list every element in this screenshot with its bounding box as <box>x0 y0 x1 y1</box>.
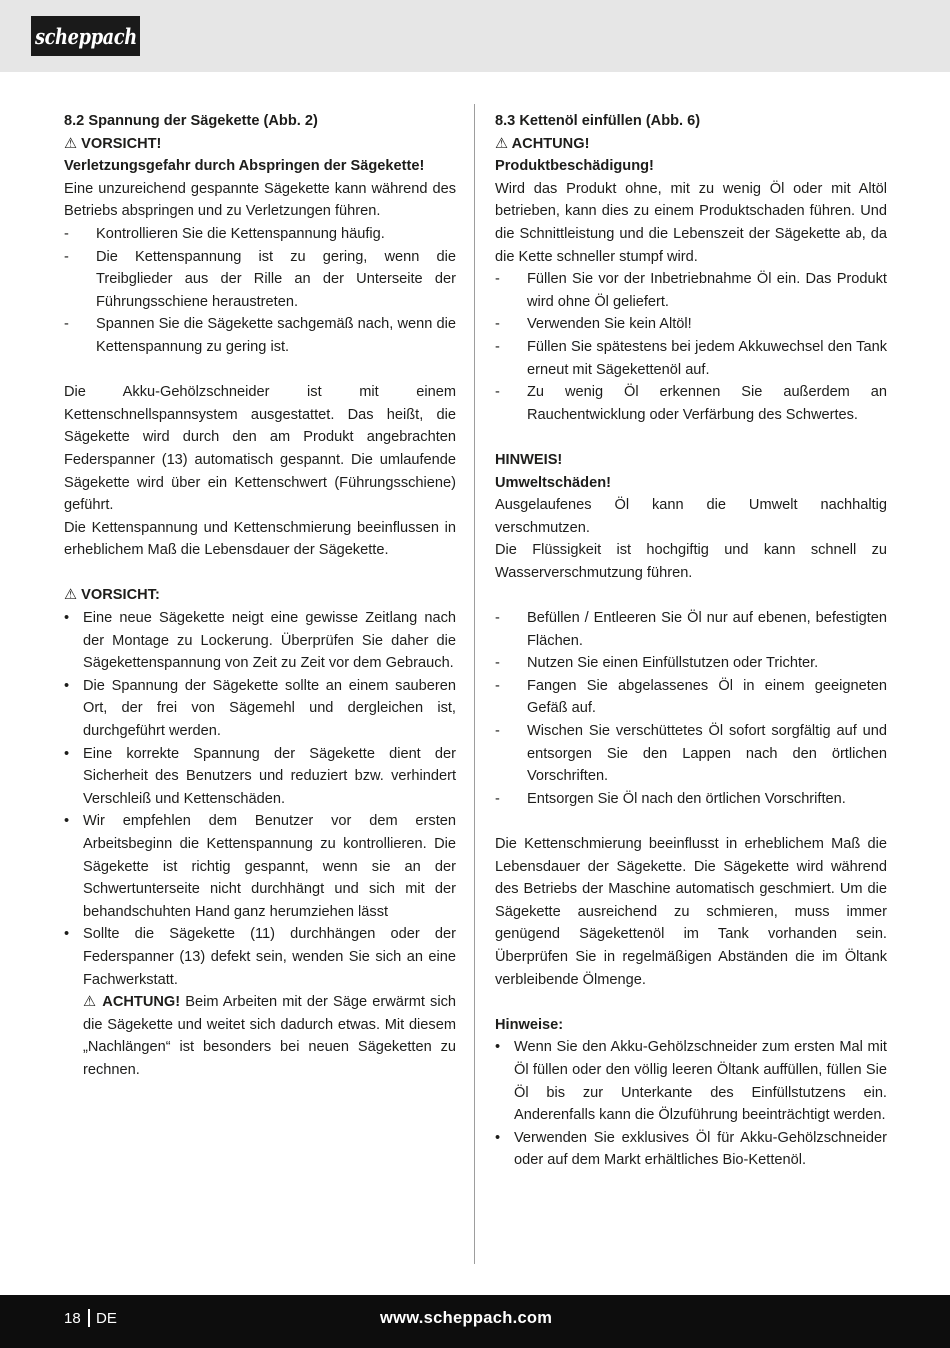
dash-item: - Spannen Sie die Sägekette sachgemäß nach, wenn die Kettenspannung zu gering ist. <box>64 313 456 358</box>
section-8-3-title: 8.3 Kettenöl einfüllen (Abb. 6) <box>495 113 701 129</box>
language-code: DE <box>96 1310 117 1327</box>
dash-item: - Die Kettenspannung ist zu gering, wenn die Treibglieder aus der Rille an der Unterseite der Führungsschiene heraustreten. <box>64 246 456 314</box>
scheppach-logo <box>31 16 140 56</box>
warning-vorsicht: ⚠ VORSICHT! <box>64 135 162 152</box>
paragraph: Ausgelaufenes Öl kann die Umwelt nachhaltig verschmutzen. <box>495 497 887 536</box>
footer-separator <box>88 1309 90 1327</box>
paragraph: Eine unzureichend gespannte Sägekette kann während des Betriebs abspringen und zu Verletzungen führen. <box>64 180 456 220</box>
header-band <box>0 0 950 72</box>
warning-triangle-icon: ⚠ <box>64 135 78 152</box>
paragraph: Die Flüssigkeit ist hochgiftig und kann schnell zu Wasserverschmutzung führen. <box>495 542 887 581</box>
left-column <box>64 110 456 1082</box>
bullet-item: • Wir empfehlen dem Benutzer vor dem ersten Arbeitsbeginn die Kettenspannung zu kontrollieren. Die Sägekette ist richtig gespannt, wenn sie an der Schwertunterseite nicht durchhängt und sich mit der behandschuhten Hand ganz herumziehen lässt <box>64 810 456 923</box>
paragraph: Wird das Produkt ohne, mit zu wenig Öl oder mit Altöl betrieben, kann dies zu einem Produktschaden führen. Und die Schnittleistung und die Lebenszeit der Sägekette ab, da die Kette schneller stumpf wird. <box>495 180 887 265</box>
hinweis-label: HINWEIS! <box>495 451 563 468</box>
warning-subtitle: Produktbeschädigung! <box>495 158 654 175</box>
dash-item: - Wischen Sie verschüttetes Öl sofort sorgfältig auf und entsorgen Sie den Lappen nach den örtlichen Vorschriften. <box>495 720 887 788</box>
bullet-item: • Eine korrekte Spannung der Sägekette dient der Sicherheit des Benutzers und reduziert bzw. verhindert Verschleiß und Kettenschäden. <box>64 743 456 811</box>
bullet-text: • Sollte die Sägekette (11) durchhängen oder der Federspanner (13) defekt sein, wenden Sie sich an eine Fachwerkstatt. <box>83 926 456 988</box>
website-link[interactable]: www.scheppach.com <box>380 1309 553 1327</box>
warning-triangle-icon: ⚠ <box>83 994 98 1011</box>
paragraph: Die Akku-Gehölzschneider ist mit einem Kettenschnellspannsystem ausgestattet. Das heißt, die Sägekette wird durch den am Produkt angebrachten Federspanner (13) automatisch gespannt. Die umlaufende Sägekette wird über ein Kettenschwert (Führungsschiene) geführt. <box>64 384 456 514</box>
paragraph: Die Kettenschmierung beeinflusst in erheblichem Maß die Lebensdauer der Sägekette. Die Sägekette wird während des Betriebs der Maschine automatisch geschmiert. Um die Sägekette ausreichend zu schmieren, muss immer genügend Sägekettenöl im Tank vorhanden sein. Überprüfen Sie in regelmäßigen Abständen die im Öltank verbleibende Ölmenge. <box>495 836 887 988</box>
bullet-item: • Verwenden Sie exklusives Öl für Akku-Gehölzschneider oder auf dem Markt erhältliches Bio-Kettenöl. <box>495 1127 887 1172</box>
dash-item: - Entsorgen Sie Öl nach den örtlichen Vorschriften. <box>495 788 887 811</box>
dash-item: - Fangen Sie abgelassenes Öl in einem geeigneten Gefäß auf. <box>495 675 887 720</box>
warning-achtung: ⚠ ACHTUNG! <box>495 135 590 152</box>
bullet-item: • Die Spannung der Sägekette sollte an einem sauberen Ort, der frei von Sägemehl und dergleichen ist, durchgeführt werden. <box>64 675 456 743</box>
section-8-2-title: 8.2 Spannung der Sägekette (Abb. 2) <box>64 113 318 129</box>
umwelt-label: Umweltschäden! <box>495 474 611 491</box>
bullet-item: • Eine neue Sägekette neigt eine gewisse Zeitlang nach der Montage zu Lockerung. Überprüfen Sie daher die Sägekettenspannung von Zeit zu Zeit vor dem Gebrauch. <box>64 607 456 675</box>
right-column <box>495 110 887 1172</box>
bullet-item: • Wenn Sie den Akku-Gehölzschneider zum ersten Mal mit Öl füllen oder den völlig leeren Öltank auffüllen, füllen Sie Öl bis zur Unterkante des Einfüllstutzens ein. Anderenfalls kann die Ölzuführung beeinträchtigt werden. <box>495 1036 887 1126</box>
warning-vorsicht-2: ⚠ VORSICHT: <box>64 587 160 604</box>
warning-triangle-icon: ⚠ <box>64 587 78 604</box>
dash-item: - Zu wenig Öl erkennen Sie außerdem an Rauchentwicklung oder Verfärbung des Schwertes. <box>495 381 887 426</box>
dash-item: - Befüllen / Entleeren Sie Öl nur auf ebenen, befestigten Flächen. <box>495 607 887 652</box>
warning-subtitle: Verletzungsgefahr durch Abspringen der Sägekette! <box>64 158 425 175</box>
dash-item: - Füllen Sie vor der Inbetriebnahme Öl ein. Das Produkt wird ohne Öl geliefert. <box>495 268 887 313</box>
page-number: 18 <box>64 1310 81 1327</box>
hinweise-label: Hinweise: <box>495 1016 564 1033</box>
dash-item: - Füllen Sie spätestens bei jedem Akkuwechsel den Tank erneut mit Sägekettenöl auf. <box>495 336 887 381</box>
warning-triangle-icon: ⚠ <box>495 135 509 152</box>
column-divider <box>474 104 475 1264</box>
bullet-item <box>64 923 456 1081</box>
dash-item: - Kontrollieren Sie die Kettenspannung häufig. <box>64 223 456 246</box>
dash-item: - Nutzen Sie einen Einfüllstutzen oder Trichter. <box>495 652 887 675</box>
dash-item: - Verwenden Sie kein Altöl! <box>495 313 887 336</box>
logo-text: scheppach <box>34 23 137 49</box>
achtung-note: ⚠ ACHTUNG! Beim Arbeiten mit der Säge erwärmt sich die Sägekette und weitet sich dadurch etwas. Mit diesem „Nachlängen“ ist besonders bei neuen Sägeketten zu rechnen. <box>83 994 457 1078</box>
paragraph: Die Kettenspannung und Kettenschmierung beeinflussen in erheblichem Maß die Lebensdauer der Sägekette. <box>64 519 456 559</box>
